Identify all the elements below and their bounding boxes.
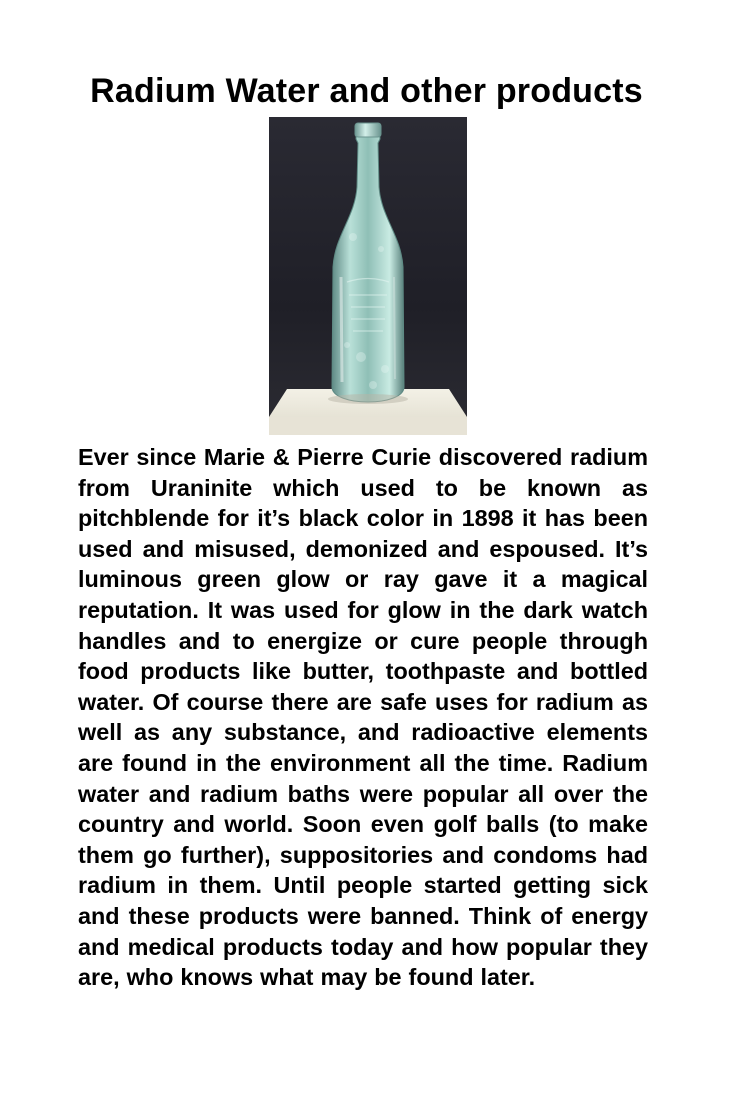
article-body: Ever since Marie & Pierre Curie discovered radium from Uraninite which used to be known as pitchblende for it’s black color in 1898 it has been used and misused, demonized and espoused. It’s luminous green glow or ray gave it a magical reputation. It was used for glow in the dark watch handles and to energize or cure people through food products like butter, toothpaste and bottled water. Of course there are safe uses for radium as well as any substance, and radioactive elements are found in the environment all the time. Radium water and radium baths were popular all over the country and world. Soon even golf balls (to make them go further), suppositories and condoms had radium in them. Until people started getting sick and these products were banned. Think of energy and medical products today and how popular they are, who knows what may be found later.	[78, 444, 648, 991]
page-title: Radium Water and other products	[90, 72, 643, 110]
radium-water-bottle-photo	[269, 117, 467, 435]
